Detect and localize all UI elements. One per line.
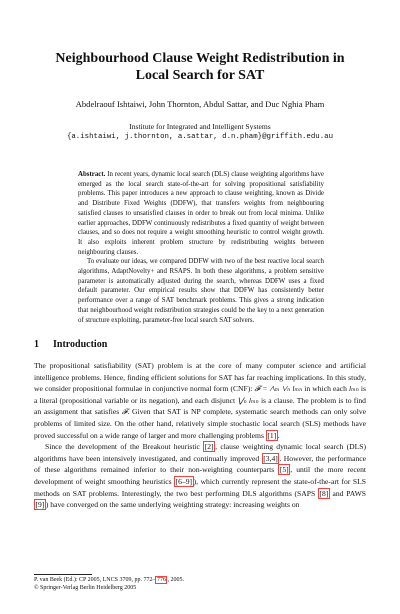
abstract-paragraph-2: To evaluate our ideas, we compared DDFW with two of the best reactive local search algorithms, AdaptNovelty+ and RSAPS. In both these algorithms, a problem sensitive parameter is automatically adjusted during the search, whereas DDFW uses a fixed default parameter. Our empirical results show that DDFW has consistently better performance over a range of SAT benchmark problems. This gives a strong indication that neighbourhood weight redistribution strategies could be the key to a next generation of structure exploiting, parameter-free local search SAT solvers. xyxy=(78,258,324,324)
abstract xyxy=(78,170,324,325)
footer-rule xyxy=(34,574,92,575)
text-run: The propositional satisfiability (SAT) problem is at the core of many computer science and artificial intelligence problems. Hence, finding efficient solutions for SAT has far reaching implications. In this study, we consider propositional formulae in conjunctive normal form (CNF): xyxy=(34,361,366,394)
citation-link[interactable]: [2] xyxy=(204,442,214,452)
text-run: . However, the performance of these algorithms remained inferior to their non-weighting counterparts xyxy=(34,453,366,475)
text-run: is a clause. The problem is to find an assignment that satisfies xyxy=(34,395,366,417)
section-number: 1 xyxy=(34,339,39,350)
citation-link[interactable]: [9] xyxy=(35,500,45,510)
text-run: . xyxy=(277,430,280,440)
section-heading xyxy=(34,339,107,351)
abstract-text-1: In recent years, dynamic local search (DLS) clause weighting algorithms have emerged as the local search state-of-the-art for solving propositional satisfiability problems. This paper introduces a new approach to clause weighting, known as Divide and Distribute Fixed Weights (DDFW), that transfers weights from neighbouring satisfied clauses to unsatisfied clauses in order to break out from local minima. Unlike earlier approaches, DDFW continuously redistributes a fixed quantity of weight between clauses, and so does not require a weight smoothing heuristic to control weight growth. It also exploits inherent problem structure by redistributing weights between neighbouring clauses. xyxy=(78,171,324,256)
cnf-formula: 𝓕 = ⋀ₘ ⋁ₙ lₘₙ xyxy=(254,384,303,394)
citation-link[interactable]: [8] xyxy=(319,488,329,498)
copyright-notice: © Springer-Verlag Berlin Heidelberg 2005 xyxy=(34,585,137,591)
text-run: ), which currently represent the state-of-the-art for SLS methods on SAT problems. Interestingly, the two best performing DLS algorithms (SAPS xyxy=(34,476,366,498)
section-title: Introduction xyxy=(53,339,108,350)
citation-link[interactable]: [6–9] xyxy=(175,476,193,486)
citation-link[interactable]: [5] xyxy=(279,465,289,475)
citation-link[interactable]: [3,4] xyxy=(263,453,278,463)
text-run: , 2005. xyxy=(167,577,184,583)
formula-symbol: 𝓕 xyxy=(121,407,128,417)
text-run: ) have converged on the same underlying weighting strategy: increasing weights on xyxy=(45,500,300,510)
author-emails: {a.ishtaiwi, j.thornton, a.sattar, d.n.pham}@griffith.edu.au xyxy=(66,133,334,141)
author-list: Abdelraouf Ishtaiwi, John Thornton, Abdul Sattar, and Duc Nghia Pham xyxy=(75,99,325,109)
publication-info xyxy=(34,576,366,584)
text-run: in which each xyxy=(302,384,349,394)
abstract-paragraph-1 xyxy=(78,170,324,257)
text-run: is a literal (propositional variable or its negation), and each disjunct xyxy=(34,384,366,405)
text-run: . Given that SAT is NP complete, systematic search methods can only solve problems of limited size. On the other hand, relatively simple stochastic local search (SLS) methods have proved successful on a wide range of larger and more challenging problems xyxy=(34,407,367,440)
page-range-link[interactable]: 776 xyxy=(156,577,166,583)
intro-paragraph-2 xyxy=(34,441,366,511)
text-run: P. van Beek (Ed.): CP 2005, LNCS 3709, pp. 772– xyxy=(34,577,156,583)
disjunct-formula: ⋁ₙ lₘₙ xyxy=(237,395,259,405)
intro-paragraph-1 xyxy=(34,360,366,441)
abstract-label: Abstract. xyxy=(78,171,106,178)
affiliation: Institute for Integrated and Intelligent Systems xyxy=(129,122,271,131)
text-run: , clause weighting dynamic local search (DLS) algorithms have been intensively investigated, and continually improved xyxy=(34,442,366,463)
text-run: Since the development of the Breakout heuristic xyxy=(45,442,204,452)
text-run: , until the more recent development of weight smoothing heuristics xyxy=(34,465,366,486)
page-footer xyxy=(34,576,366,592)
text-run: and PAWS xyxy=(329,488,366,498)
paper-title: Neighbourhood Clause Weight Redistribution in Local Search for SAT xyxy=(55,51,345,83)
intro-body xyxy=(34,360,366,511)
citation-link[interactable]: [1] xyxy=(267,430,277,440)
literal-symbol: lₘₙ xyxy=(348,384,359,394)
